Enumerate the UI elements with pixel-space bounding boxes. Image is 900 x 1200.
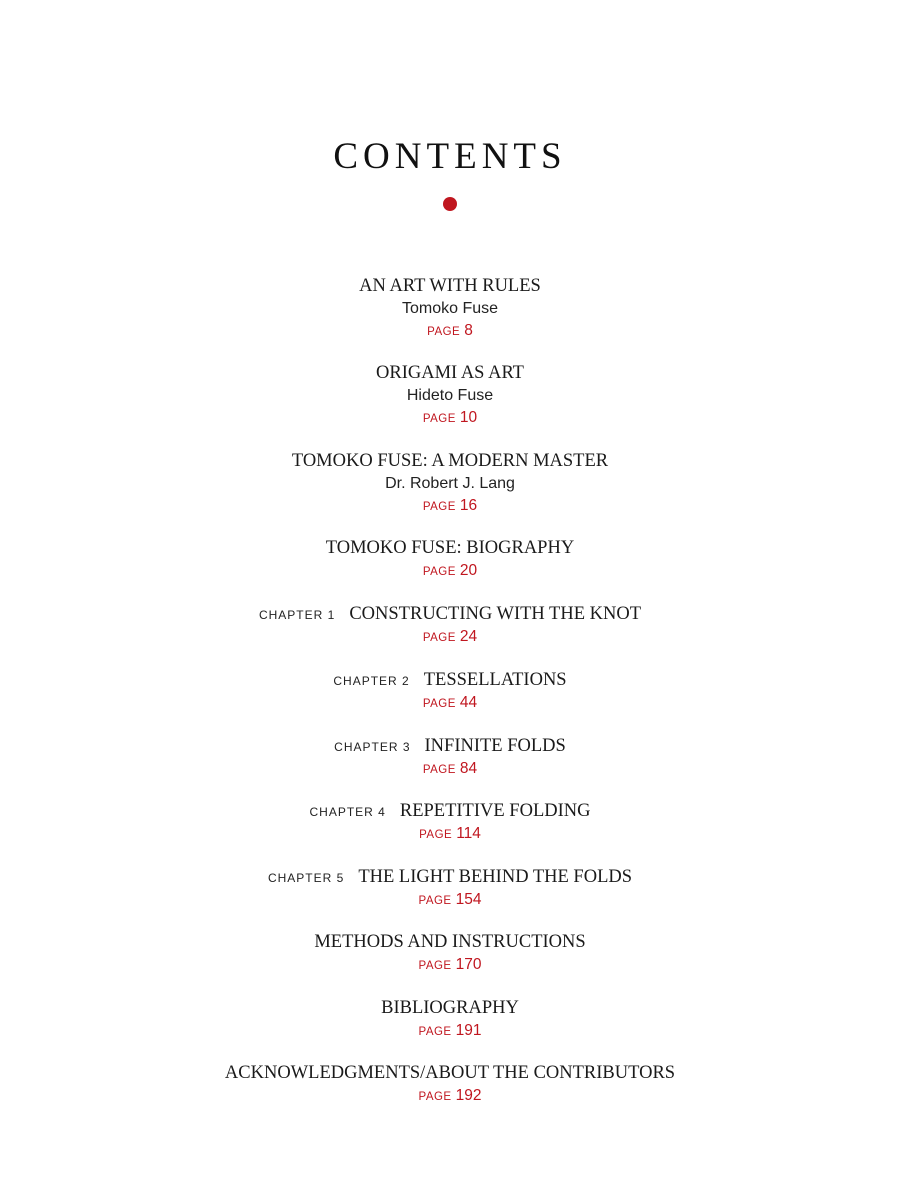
- page-label: PAGE: [419, 829, 453, 841]
- page-label: PAGE: [422, 566, 456, 578]
- page-label: PAGE: [422, 632, 456, 644]
- toc-entry-title: TESSELLATIONS: [423, 670, 567, 690]
- toc-entry-author: Hideto Fuse: [406, 387, 494, 404]
- page-number: 16: [459, 497, 478, 514]
- toc-entry-heading: [0, 536, 900, 560]
- toc-entry-heading: [0, 799, 900, 823]
- toc-entry[interactable]: [0, 799, 900, 845]
- toc-entry-title: REPETITIVE FOLDING: [399, 801, 591, 821]
- toc-entry-heading: [0, 865, 900, 889]
- toc-entry[interactable]: [0, 1061, 900, 1107]
- toc-entry[interactable]: [0, 449, 900, 517]
- toc-entry[interactable]: [0, 734, 900, 780]
- page-number: 154: [455, 891, 482, 908]
- toc-entry-heading: [0, 449, 900, 473]
- toc-entry-heading: [0, 930, 900, 954]
- toc-entry-page: [0, 320, 900, 342]
- toc-entry-title: BIBLIOGRAPHY: [381, 998, 519, 1018]
- toc-entry[interactable]: [0, 274, 900, 342]
- toc-entry-page: [0, 692, 900, 714]
- toc-entry[interactable]: [0, 536, 900, 582]
- toc-entry-heading: [0, 274, 900, 298]
- page-label: PAGE: [418, 1091, 452, 1103]
- toc-entry-title: TOMOKO FUSE: A MODERN MASTER: [291, 451, 609, 471]
- page-label: PAGE: [418, 895, 452, 907]
- toc-entry-heading: [0, 668, 900, 692]
- page-label: PAGE: [422, 501, 456, 513]
- toc-entry-title: THE LIGHT BEHIND THE FOLDS: [358, 867, 633, 887]
- toc-entry[interactable]: [0, 668, 900, 714]
- toc-entry-page: [0, 495, 900, 517]
- page-number: 24: [459, 628, 478, 645]
- page-label: PAGE: [418, 960, 452, 972]
- toc-entry-page: [0, 1020, 900, 1042]
- page-number: 191: [455, 1022, 482, 1039]
- page-title: CONTENTS: [333, 136, 567, 177]
- toc-entry-title: INFINITE FOLDS: [424, 736, 566, 756]
- toc-entry-page: [0, 560, 900, 582]
- page-number: 170: [455, 956, 482, 973]
- page-label: PAGE: [422, 764, 456, 776]
- toc-entry-heading: [0, 734, 900, 758]
- chapter-label: CHAPTER 4: [309, 805, 386, 819]
- toc-entry[interactable]: [0, 996, 900, 1042]
- toc-entry-author: Tomoko Fuse: [401, 300, 499, 317]
- page-label: PAGE: [422, 698, 456, 710]
- chapter-label: CHAPTER 1: [258, 608, 336, 622]
- page-number: 44: [459, 694, 478, 711]
- toc-entry-heading: [0, 1061, 900, 1085]
- page-number: 8: [464, 322, 473, 339]
- toc-entry-title: METHODS AND INSTRUCTIONS: [314, 932, 586, 952]
- page-number: 192: [455, 1087, 482, 1104]
- page-number: 10: [459, 409, 478, 426]
- toc-entry-heading: [0, 602, 900, 626]
- page-label: PAGE: [422, 413, 456, 425]
- toc-entry-page: [0, 823, 900, 845]
- toc-entry-author: Dr. Robert J. Lang: [385, 475, 515, 492]
- toc-entry-heading: [0, 996, 900, 1020]
- red-dot-ornament: [443, 197, 457, 211]
- chapter-label: CHAPTER 5: [267, 871, 345, 885]
- chapter-label: CHAPTER 2: [333, 674, 410, 688]
- toc-entry-title: CONSTRUCTING WITH THE KNOT: [349, 604, 642, 624]
- toc-entry-title: ACKNOWLEDGMENTS/ABOUT THE CONTRIBUTORS: [224, 1063, 676, 1083]
- page-label: PAGE: [418, 1026, 452, 1038]
- toc-entry[interactable]: [0, 930, 900, 976]
- toc-entry[interactable]: [0, 602, 900, 648]
- chapter-label: CHAPTER 3: [334, 740, 411, 754]
- toc-entry-page: [0, 889, 900, 911]
- toc-entry-heading: [0, 361, 900, 385]
- toc-entry[interactable]: [0, 865, 900, 911]
- page-label: PAGE: [427, 326, 461, 338]
- toc-entry-page: [0, 626, 900, 648]
- toc-entry-page: [0, 407, 900, 429]
- toc-entry-page: [0, 758, 900, 780]
- page-number: 84: [459, 760, 478, 777]
- toc-entry-page: [0, 1085, 900, 1107]
- page-number: 114: [456, 825, 481, 842]
- toc-entry[interactable]: [0, 361, 900, 429]
- toc-entry-title: ORIGAMI AS ART: [376, 363, 524, 383]
- toc-entry-page: [0, 954, 900, 976]
- toc-entry-title: AN ART WITH RULES: [359, 276, 541, 296]
- toc-entry-title: TOMOKO FUSE: BIOGRAPHY: [325, 538, 575, 558]
- page-number: 20: [459, 562, 478, 579]
